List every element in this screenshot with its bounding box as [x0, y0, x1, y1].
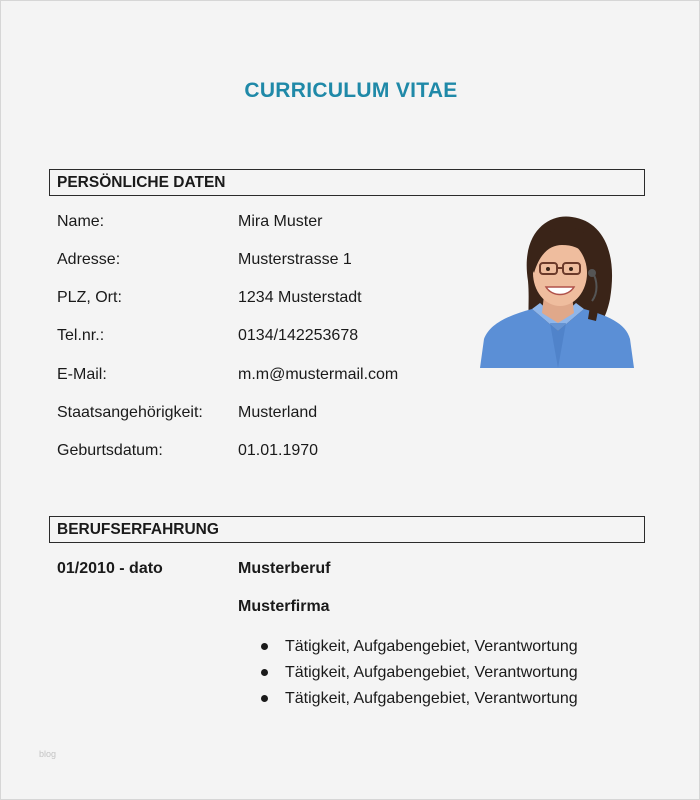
- list-item: [259, 689, 578, 715]
- responsibility-list: [259, 637, 578, 715]
- list-item-text: Tätigkeit, Aufgabengebiet, Verantwortung: [285, 664, 578, 681]
- row-value: Musterstrasse 1: [238, 251, 352, 268]
- row-value: 0134/142253678: [238, 327, 359, 344]
- document-title: CURRICULUM VITAE: [244, 79, 458, 102]
- experience-period: 01/2010 - dato: [57, 560, 163, 577]
- list-item-text: Tätigkeit, Aufgabengebiet, Verantwortung: [285, 638, 578, 655]
- row-label: Geburtsdatum:: [57, 442, 163, 459]
- experience-company: Musterfirma: [238, 598, 330, 615]
- row-label: PLZ, Ort:: [57, 289, 122, 306]
- row-value: m.m@mustermail.com: [238, 366, 399, 383]
- portrait-illustration: [480, 211, 634, 368]
- section-header-personal: PERSÖNLICHE DATEN: [49, 169, 645, 196]
- row-value: 01.01.1970: [238, 442, 319, 459]
- row-label: Adresse:: [57, 251, 121, 268]
- row-label: Name:: [57, 213, 105, 230]
- row-label: Staatsangehörigkeit:: [57, 404, 203, 421]
- watermark-text: blog: [39, 749, 57, 759]
- row-label: Tel.nr.:: [57, 327, 105, 344]
- bullet-icon: [261, 669, 268, 676]
- bullet-icon: [261, 643, 268, 650]
- list-item: [259, 663, 578, 689]
- list-item: [259, 637, 578, 663]
- list-item-text: Tätigkeit, Aufgabengebiet, Verantwortung: [285, 690, 578, 707]
- row-value: 1234 Musterstadt: [238, 289, 362, 306]
- row-value: Mira Muster: [238, 213, 323, 230]
- profile-photo: [480, 211, 634, 368]
- experience-job-title: Musterberuf: [238, 560, 331, 577]
- bullet-icon: [261, 695, 268, 702]
- row-label: E-Mail:: [57, 366, 107, 383]
- section-header-experience: BERUFSERFAHRUNG: [49, 516, 645, 543]
- row-value: Musterland: [238, 404, 318, 421]
